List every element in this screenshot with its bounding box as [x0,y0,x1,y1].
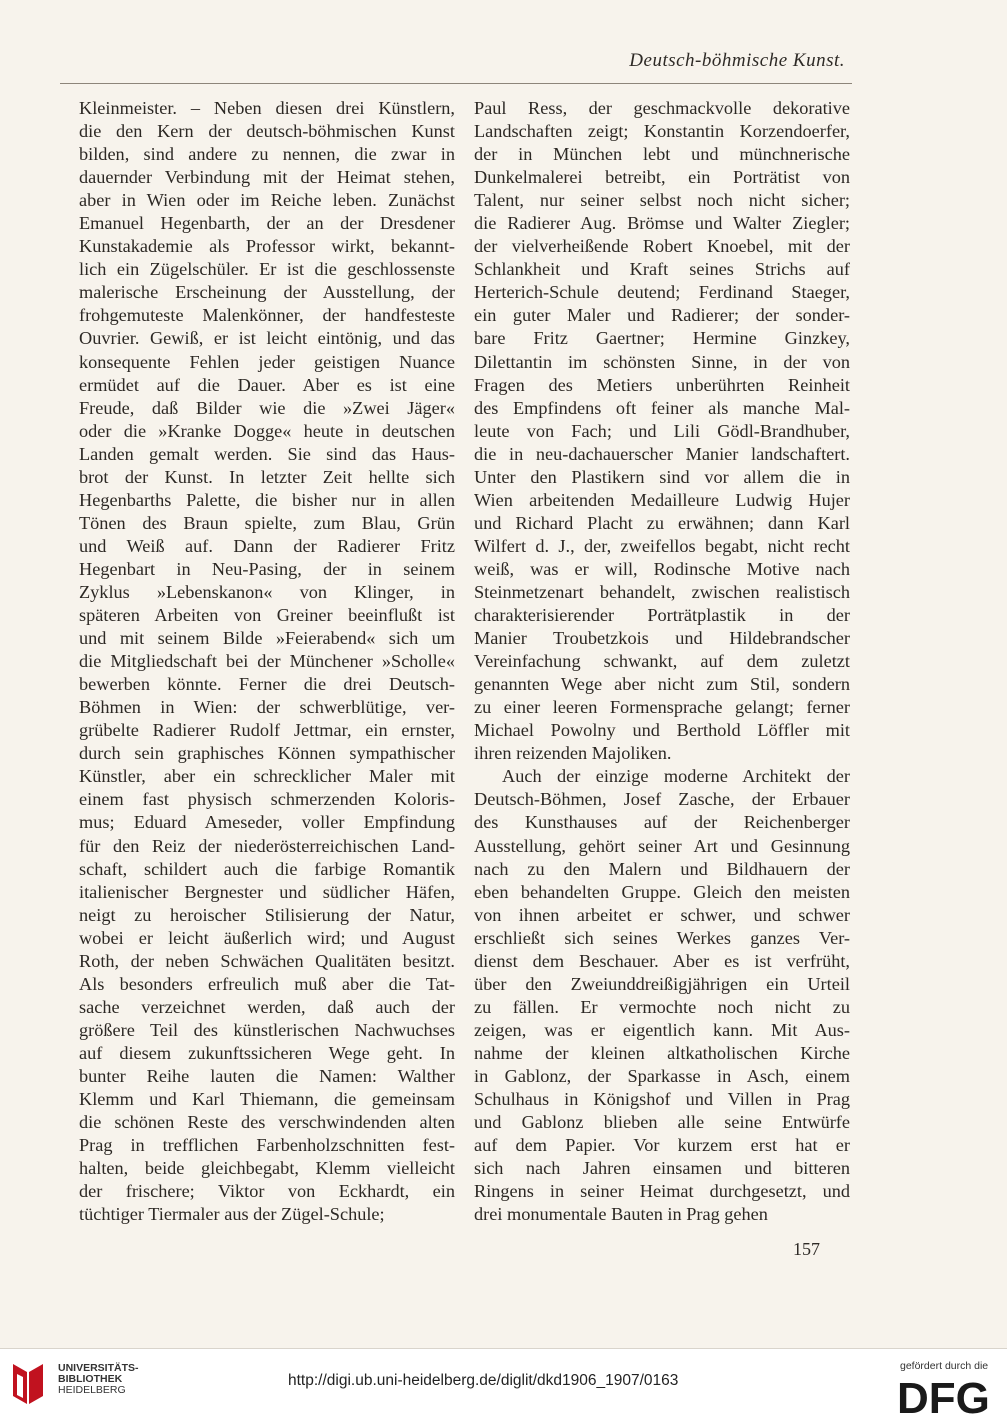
left-line: die Mitgliedschaft bei der Münchener »Scholle« [79,651,455,672]
right-line: die Radierer Aug. Brömse und Walter Ziegler; [474,213,850,234]
left-line: lich ein Zügelschüler. Er ist die geschlossenste [79,259,455,280]
running-head: Deutsch-böhmische Kunst. [629,50,845,71]
left-line: schaft, schildert auch die farbige Romantik [79,858,455,879]
right-line: und Richard Placht zu erwähnen; dann Karl [474,512,850,533]
right-line: ein guter Maler und Radierer; der sonder- [474,305,850,326]
right-line: zeigen, was er eigentlich kann. Mit Aus- [474,1019,850,1040]
left-line: bilden, sind andere zu nennen, die zwar in [79,144,455,165]
left-text-column [79,97,455,1226]
left-line: Landen gemalt werden. Sie sind das Haus- [79,443,455,464]
right-line: drei monumentale Bauten in Prag gehen [474,1204,768,1225]
left-line: durch sein graphisches Können sympathischer [79,743,455,764]
right-line: in Gablonz, der Sparkasse in Asch, einem [474,1065,850,1086]
right-line: des Kunsthauses auf der Reichenberger [474,812,850,833]
left-line: und Weiß auf. Dann der Radierer Fritz [79,535,455,556]
left-line: wobei er leicht äußerlich wird; und August [79,927,455,948]
right-line: Ringens in seiner Heimat durchgesetzt, und [474,1181,850,1202]
library-name-line-3: HEIDELBERG [58,1384,126,1396]
right-line: zu einer leeren Formensprache gelangt; ferner [474,697,850,718]
right-line: Wien arbeitenden Medailleure Ludwig Hujer [474,489,850,510]
right-line: Talent, nur seiner selbst noch nicht sicher; [474,190,850,211]
funding-caption: gefördert durch die [900,1360,989,1372]
left-line: Als besonders erfreulich muß aber die Tat- [79,973,455,994]
right-line: eben behandelten Gruppe. Gleich den meisten [474,881,850,902]
left-line: einem fast physisch schmerzenden Koloris- [79,789,455,810]
header-rule [60,83,852,84]
right-text-column [474,97,850,1226]
left-line: frohgemuteste Malenkönner, der handfesteste [79,305,455,326]
left-line: halten, beide gleichbegabt, Klemm vielleicht [79,1158,455,1179]
left-line: Tönen des Braun spielte, zum Blau, Grün [79,512,455,533]
right-line: über den Zweiunddreißigjährigen ein Urteil [474,973,850,994]
library-name-line-1: UNIVERSITÄTS- [58,1362,139,1374]
right-line: weiß, was er will, Rodinsche Motive nach [474,558,850,579]
left-line: oder die »Kranke Dogge« heute in deutschen [79,420,455,441]
left-line: tüchtiger Tiermaler aus der Zügel-Schule; [79,1204,385,1225]
left-line: sache verzeichnet werden, daß auch der [79,996,455,1017]
university-library-logo-icon [7,1358,49,1412]
right-line: der vielverheißende Robert Knoebel, mit der [474,236,850,257]
left-line: und mit seinem Bilde »Feierabend« sich um [79,628,455,649]
dfg-logo-text: DFG [897,1377,990,1417]
left-line: dauernder Verbindung mit der Heimat stehen, [79,167,455,188]
right-line: des Empfindens oft feiner als manche Mal- [474,397,850,418]
right-line: Steinmetzenart behandelt, zwischen realistisch [474,581,850,602]
left-line: auf diesem zukunftssicheren Wege geht. In [79,1042,455,1063]
right-line: Paul Ress, der geschmackvolle dekorative [474,98,850,118]
right-line: von ihnen arbeitet er schwer, und schwer [474,904,850,925]
left-line: italienischer Bergnester und südlicher Häfen, [79,881,455,902]
left-line: Emanuel Hegenbarth, der an der Dresdener [79,213,455,234]
left-line: Künstler, aber ein schrecklicher Maler mit [79,766,455,787]
right-line: zu fällen. Er vermochte noch nicht zu [474,996,850,1017]
left-line: mus; Eduard Ameseder, voller Empfindung [79,812,455,833]
left-line: neigt zu heroischer Stilisierung der Natur, [79,904,455,925]
right-line: nahme der kleinen altkatholischen Kirche [474,1042,850,1063]
right-line: Dunkelmalerei betreibt, ein Porträtist von [474,167,850,188]
right-line: ihren reizenden Majoliken. [474,743,672,764]
right-line: Michael Powolny und Berthold Löffler mit [474,720,850,741]
right-line: die in neu-dachauerscher Manier landschaftert. [474,443,850,464]
right-line: erschließt sich seines Werkes ganzes Ver- [474,927,850,948]
right-line: und Gablonz blieben alle seine Entwürfe [474,1112,850,1133]
left-line: aber in Wien oder im Reiche leben. Zunächst [79,190,455,211]
left-line: größere Teil des künstlerischen Nachwuchses [79,1019,455,1040]
right-line: sich nach Jahren einsamen und bitteren [474,1158,850,1179]
right-line: Schlankheit und Kraft seines Strichs auf [474,259,850,280]
right-line: Dilettantin im schönsten Sinne, in der von [474,351,850,372]
right-line: Fragen des Metiers unberührten Reinheit [474,374,850,395]
left-line: Kleinmeister. – Neben diesen drei Künstlern, [79,98,455,118]
left-line: die den Kern der deutsch-böhmischen Kunst [79,121,455,142]
left-line: malerische Erscheinung der Ausstellung, der [79,282,455,303]
left-line: brot der Kunst. In letzter Zeit hellte sich [79,466,455,487]
left-line: konsequente Fehlen jeder geistigen Nuance [79,351,455,372]
right-line: charakterisierender Porträtplastik in der [474,605,850,626]
right-line: dienst dem Beschauer. Aber es ist verfrüht, [474,950,850,971]
right-line: Deutsch-Böhmen, Josef Zasche, der Erbauer [474,789,850,810]
left-line: Prag in trefflichen Farbenholzschnitten fest- [79,1135,455,1156]
left-line: bewerben könnte. Ferner die drei Deutsch- [79,674,455,695]
left-line: Kunstakademie als Professor wirkt, bekannt- [79,236,455,257]
left-line: die schönen Reste des verschwindenden alten [79,1112,455,1133]
left-line: Roth, der neben Schwächen Qualitäten besitzt. [79,950,455,971]
digitization-footer [0,1348,1007,1425]
left-line: Zyklus »Lebenskanon« von Klinger, in [79,581,455,602]
left-line: der frischere; Viktor von Eckhardt, ein [79,1181,455,1202]
library-name [58,1363,139,1396]
left-line: Klemm und Karl Thiemann, die gemeinsam [79,1089,455,1110]
right-line: Wilfert d. J., der, zweifellos begabt, nicht recht [474,535,850,556]
right-line: genannten Wege aber nicht zum Stil, sondern [474,674,850,695]
left-line: bunter Reihe lauten die Namen: Walther [79,1065,455,1086]
right-line: nach zu den Malern und Bildhauern der [474,858,850,879]
right-line: auf dem Papier. Vor kurzem erst hat er [474,1135,850,1156]
right-line: Auch der einzige moderne Architekt der [502,766,850,787]
left-line: für den Reiz der niederösterreichischen Land- [79,835,455,856]
library-name-line-2: BIBLIOTHEK [58,1373,123,1385]
right-line: bare Fritz Gaertner; Hermine Ginzkey, [474,328,850,349]
right-line: Schulhaus in Königshof und Villen in Prag [474,1089,850,1110]
left-line: Böhmen in Wien: der schwerblütige, ver- [79,697,455,718]
right-line: Herterich-Schule deutend; Ferdinand Staeger, [474,282,850,303]
dfg-logo-icon [897,1377,995,1417]
right-line: Vereinfachung schwankt, auf dem zuletzt [474,651,850,672]
left-line: späteren Arbeiten von Greiner beeinflußt ist [79,605,455,626]
left-line: Ouvrier. Gewiß, er ist leicht eintönig, und das [79,328,455,349]
right-line: der in München lebt und münchnerische [474,144,850,165]
left-line: grübelte Radierer Rudolf Jettmar, ein ernster, [79,720,455,741]
left-line: Freude, daß Bilder wie die »Zwei Jäger« [79,397,455,418]
right-line: Ausstellung, gehört seiner Art und Gesinnung [474,835,850,856]
right-line: leute von Fach; und Lili Gödl-Brandhuber, [474,420,850,441]
left-line: ermüdet auf die Dauer. Aber es ist eine [79,374,455,395]
right-line: Unter den Plastikern sind vor allem die in [474,466,850,487]
permalink-url[interactable]: http://digi.ub.uni-heidelberg.de/diglit/dkd1906_1907/0163 [288,1372,679,1389]
page-number: 157 [793,1239,820,1259]
right-line: Manier Troubetzkois und Hildebrandscher [474,628,850,649]
right-line: Landschaften zeigt; Konstantin Korzendoerfer, [474,121,850,142]
left-line: Hegenbarths Palette, die bisher nur in allen [79,489,455,510]
left-line: Hegenbart in Neu-Pasing, der in seinem [79,558,455,579]
